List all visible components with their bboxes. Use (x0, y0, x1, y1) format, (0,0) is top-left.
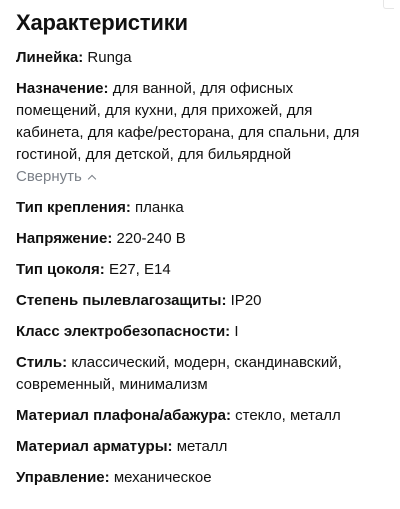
spec-label: Материал арматуры: (16, 438, 173, 455)
spec-value: механическое (113, 469, 212, 486)
spec-label: Линейка: (16, 49, 84, 66)
spec-label: Стиль: (16, 354, 68, 371)
spec-value: Runga (87, 49, 132, 66)
section-title: Характеристики (16, 10, 188, 35)
spec-label: Степень пылевлагозащиты: (16, 292, 227, 309)
spec-value: классический, модерн, скандинавский, современный, минимализм (16, 354, 342, 393)
spec-label: Назначение: (16, 80, 109, 97)
spec-row-safety-class (16, 321, 384, 343)
spec-list (16, 47, 384, 489)
spec-row-style (16, 352, 384, 396)
spec-row-ip-rating (16, 290, 384, 312)
spec-row-voltage (16, 228, 384, 250)
spec-row-shade-material (16, 405, 384, 427)
spec-row-mount-type (16, 197, 384, 219)
spec-row-purpose (16, 78, 384, 166)
spec-value: стекло, металл (235, 407, 341, 424)
spec-value: IP20 (230, 292, 262, 309)
spec-value: для ванной, для офисных помещений, для кухни, для прихожей, для кабинета, для кафе/ресторана, для спальни, для гостиной, для детской, для бильярдной (16, 80, 360, 163)
spec-value: 220-240 В (116, 230, 186, 247)
spec-value: планка (135, 199, 184, 216)
spec-label: Класс электробезопасности: (16, 323, 231, 340)
spec-row-socket-type (16, 259, 384, 281)
chevron-up-icon (88, 175, 96, 183)
collapse-toggle-label: Свернуть (16, 168, 82, 185)
corner-decoration (383, 0, 394, 9)
spec-label: Управление: (16, 469, 110, 486)
collapse-toggle[interactable] (16, 166, 95, 188)
spec-label: Материал плафона/абажура: (16, 407, 231, 424)
spec-row-frame-material (16, 436, 384, 458)
spec-label: Напряжение: (16, 230, 113, 247)
spec-label: Тип крепления: (16, 199, 131, 216)
spec-label: Тип цоколя: (16, 261, 105, 278)
spec-value: металл (176, 438, 228, 455)
spec-value: E27, E14 (108, 261, 171, 278)
spec-row-line (16, 47, 384, 69)
spec-row-control (16, 467, 384, 489)
spec-value: I (234, 323, 239, 340)
